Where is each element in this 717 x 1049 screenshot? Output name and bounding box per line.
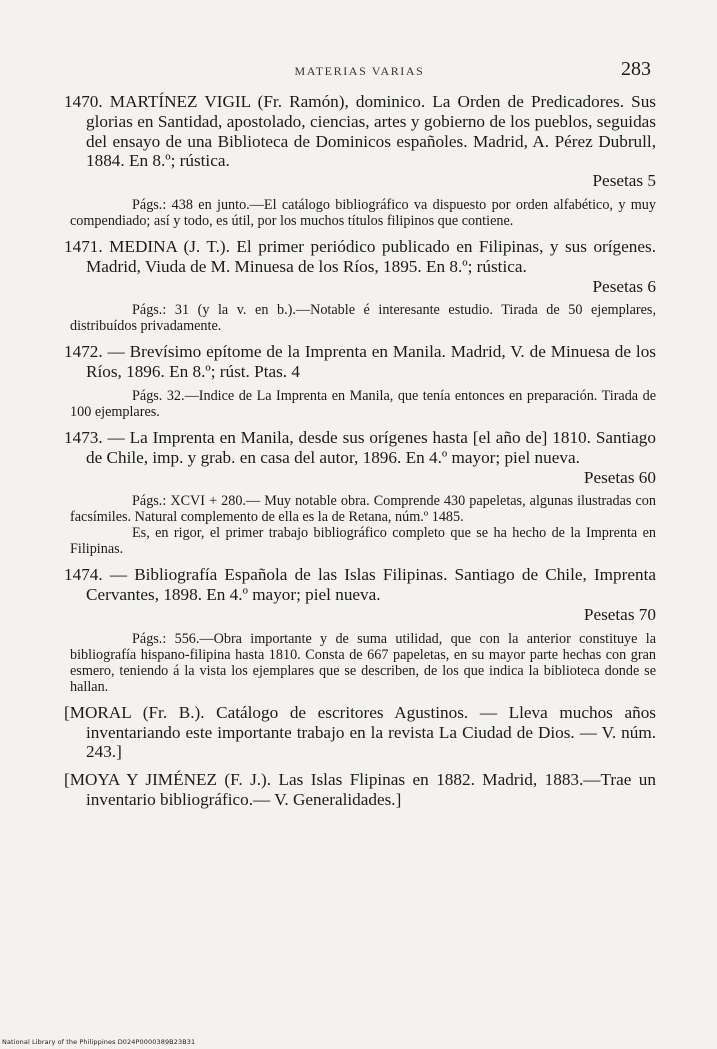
- entry-price: Pesetas 70: [583, 604, 656, 624]
- entry-description: 1470. MARTÍNEZ VIGIL (Fr. Ramón), dominico. La Orden de Predicadores. Sus glorias en Santidad, apostolado, ciencias, artes y gobierno de los pueblos, seguidas del ensayo de una Biblioteca de Dominicos españoles. Madrid, A. Pérez Dubrull, 1884. En 8.º; rústica.: [64, 92, 656, 171]
- entry-text: [64, 565, 656, 624]
- entry-1471: [64, 237, 656, 334]
- bibliography-list: [64, 92, 656, 818]
- entry-description: [MORAL (Fr. B.). Catálogo de escritores Agustinos. — Lleva muchos años inventariando este importante trabajo en la revista La Ciudad de Dios. — V. núm. 243.]: [64, 702, 656, 762]
- entry-note: Págs.: 31 (y la v. en b.).—Notable é interesante estudio. Tirada de 50 ejemplares, distribuídos privadamente.: [70, 302, 656, 335]
- page-header: [60, 58, 659, 88]
- entry-note: Págs.: 556.—Obra importante y de suma utilidad, que con la anterior constituye la bibliografía hispano-filipina hasta 1810. Consta de 667 papeletas, en su mayor parte hechas con gran esmero, teniendo á la vista los ejemplares que se describen, de los que indica la biblioteca donde se hallan.: [70, 630, 656, 695]
- entry-price: Pesetas 60: [583, 467, 656, 487]
- entry-text: [64, 237, 656, 296]
- entry-description: 1472. — Brevísimo epítome de la Imprenta en Manila. Madrid, V. de Minuesa de los Ríos, 1896. En 8.º; rúst. Ptas. 4: [64, 342, 656, 382]
- running-head: MATERIAS VARIAS: [294, 64, 425, 78]
- entry-note: Págs.: XCVI + 280.— Muy notable obra. Comprende 430 papeletas, algunas ilustradas con facsímiles. Natural complemento de ella es la de Retana, núm.º 1485.: [70, 493, 656, 526]
- entry-1474: [64, 565, 656, 694]
- page-number: 283: [621, 58, 651, 80]
- entry-text: [64, 428, 656, 487]
- entry-text: [64, 770, 656, 810]
- entry-price: Pesetas 5: [592, 171, 656, 191]
- entry-price: Pesetas 6: [592, 276, 656, 296]
- entry-note: Es, en rigor, el primer trabajo bibliográfico completo que se ha hecho de la Imprenta en Filipinas.: [70, 525, 656, 558]
- entry-moya: [64, 770, 656, 810]
- entry-text: [64, 92, 656, 191]
- entry-1472: [64, 342, 656, 420]
- entry-description: 1473. — La Imprenta en Manila, desde sus orígenes hasta [el año de] 1810. Santiago de Chile, imp. y grab. en casa del autor, 1896. En 4.º mayor; piel nueva.: [64, 427, 656, 467]
- entry-description: 1474. — Bibliografía Española de las Islas Filipinas. Santiago de Chile, Imprenta Cervantes, 1898. En 4.º mayor; piel nueva.: [64, 565, 656, 605]
- entry-description: [MOYA Y JIMÉNEZ (F. J.). Las Islas Flipinas en 1882. Madrid, 1883.—Trae un inventario bibliográfico.— V. Generalidades.]: [64, 770, 656, 809]
- entry-1470: [64, 92, 656, 229]
- entry-note: Págs.: 438 en junto.—El catálogo bibliográfico va dispuesto por orden alfabético, y muy compendiado; así y todo, es útil, por los muchos títulos filipinos que contiene.: [70, 196, 656, 229]
- entry-moral: [64, 703, 656, 762]
- entry-text: [64, 342, 656, 382]
- entry-description: 1471. MEDINA (J. T.). El primer periódico publicado en Filipinas, y sus orígenes. Madrid, Viuda de M. Minuesa de los Ríos, 1895. En 8.º; rústica.: [64, 236, 656, 276]
- entry-1473: [64, 428, 656, 557]
- entry-note: Págs. 32.—Indice de La Imprenta en Manila, que tenía entonces en preparación. Tirada de 100 ejemplares.: [70, 387, 656, 420]
- entry-text: [64, 703, 656, 762]
- digitization-credit: National Library of the Philippines D024P0000389B23B31: [2, 1038, 196, 1046]
